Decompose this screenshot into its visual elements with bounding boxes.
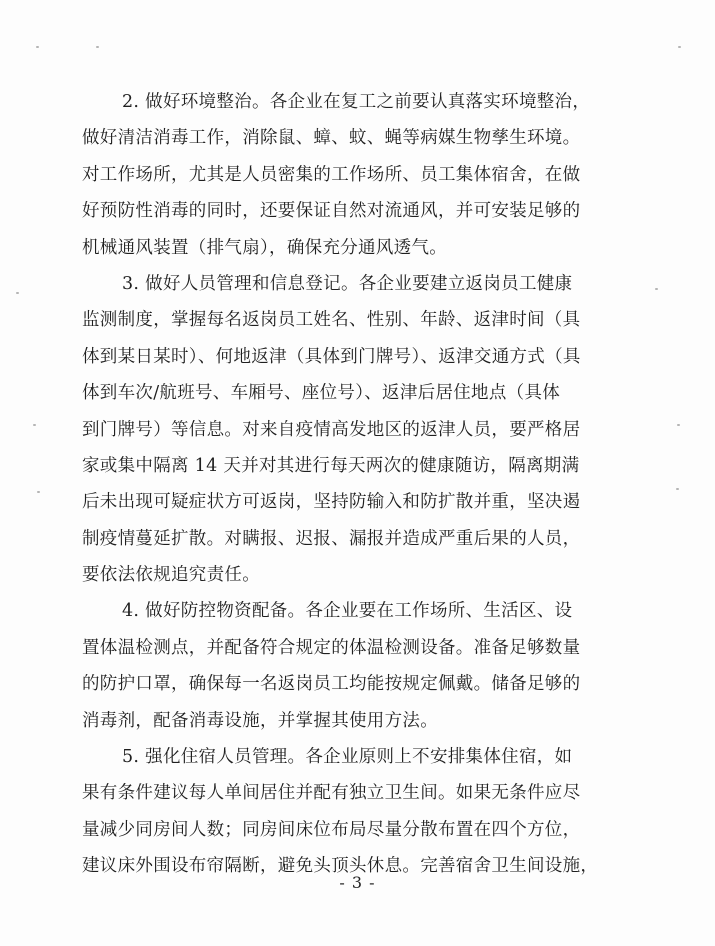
paragraph-4-line-3: 的防护口罩，确保每一名返岗员工均能按规定佩戴。储备足够的 bbox=[82, 674, 581, 695]
paragraph-3-line-6: 家或集中隔离 14 天并对其进行每天两次的健康随访，隔离期满 bbox=[82, 455, 580, 476]
scan-speck bbox=[678, 46, 681, 48]
page-number: - 3 - bbox=[339, 873, 376, 892]
paragraph-4-line-4: 消毒剂，配备消毒设施，并掌握其使用方法。 bbox=[82, 710, 438, 731]
paragraph-2-line-3: 对工作场所，尤其是人员密集的工作场所、员工集体宿舍，在做 bbox=[82, 164, 581, 185]
scan-speck bbox=[33, 424, 36, 426]
paragraph-3-line-1: 3. 做好人员管理和信息登记。各企业要建立返岗员工健康 bbox=[122, 273, 573, 294]
paragraph-5-line-3: 量减少同房间人数；同房间床位布局尽量分散布置在四个方位， bbox=[82, 819, 581, 840]
scan-speck bbox=[96, 46, 99, 48]
paragraph-4-line-1: 4. 做好防控物资配备。各企业要在工作场所、生活区、设 bbox=[122, 601, 573, 622]
paragraph-3-line-3: 体到某日某时）、何地返津（具体到门牌号）、返津交通方式（具 bbox=[82, 346, 581, 367]
paragraph-2-line-1: 2. 做好环境整治。各企业在复工之前要认真落实环境整治， bbox=[122, 92, 591, 112]
scan-speck bbox=[16, 292, 19, 294]
paragraph-4-line-2: 置体温检测点，并配备符合规定的体温检测设备。准备足够数量 bbox=[82, 637, 581, 658]
paragraph-2-line-2: 做好清洁消毒工作，消除鼠、蟑、蚊、蝇等病媒生物孳生环境。 bbox=[82, 128, 581, 149]
scan-speck bbox=[677, 424, 680, 426]
paragraph-3-line-5: 到门牌号）等信息。对来自疫情高发地区的返津人员，要严格居 bbox=[82, 419, 581, 440]
paragraph-5-line-1: 5. 强化住宿人员管理。各企业原则上不安排集体住宿，如 bbox=[122, 747, 573, 768]
paragraph-2-line-4: 好预防性消毒的同时，还要保证自然对流通风，并可安装足够的 bbox=[82, 201, 581, 222]
document-body bbox=[82, 84, 622, 885]
paragraph-3-line-4: 体到车次/航班号、车厢号、座位号）、返津后居住地点（具体 bbox=[82, 383, 561, 404]
paragraph-3-line-8: 制疫情蔓延扩散。对瞒报、迟报、漏报并造成严重后果的人员， bbox=[82, 528, 581, 549]
scan-speck bbox=[655, 288, 658, 290]
paragraph-3-line-9: 要依法依规追究责任。 bbox=[82, 565, 260, 586]
scan-speck bbox=[676, 488, 679, 490]
paragraph-3-line-2: 监测制度，掌握每名返岗员工姓名、性别、年龄、返津时间（具 bbox=[82, 310, 581, 331]
paragraph-5-line-4: 建议床外围设布帘隔断，避免头顶头休息。完善宿舍卫生间设施， bbox=[82, 856, 599, 877]
paragraph-2-line-5: 机械通风装置（排气扇），确保充分通风透气。 bbox=[82, 237, 448, 258]
paragraph-5-line-2: 果有条件建议每人单间居住并配有独立卫生间。如果无条件应尽 bbox=[82, 783, 581, 804]
scan-speck bbox=[37, 491, 40, 493]
paragraph-3-line-7: 后未出现可疑症状方可返岗，坚持防输入和防扩散并重，坚决遏 bbox=[82, 492, 581, 513]
scan-speck bbox=[36, 46, 39, 48]
